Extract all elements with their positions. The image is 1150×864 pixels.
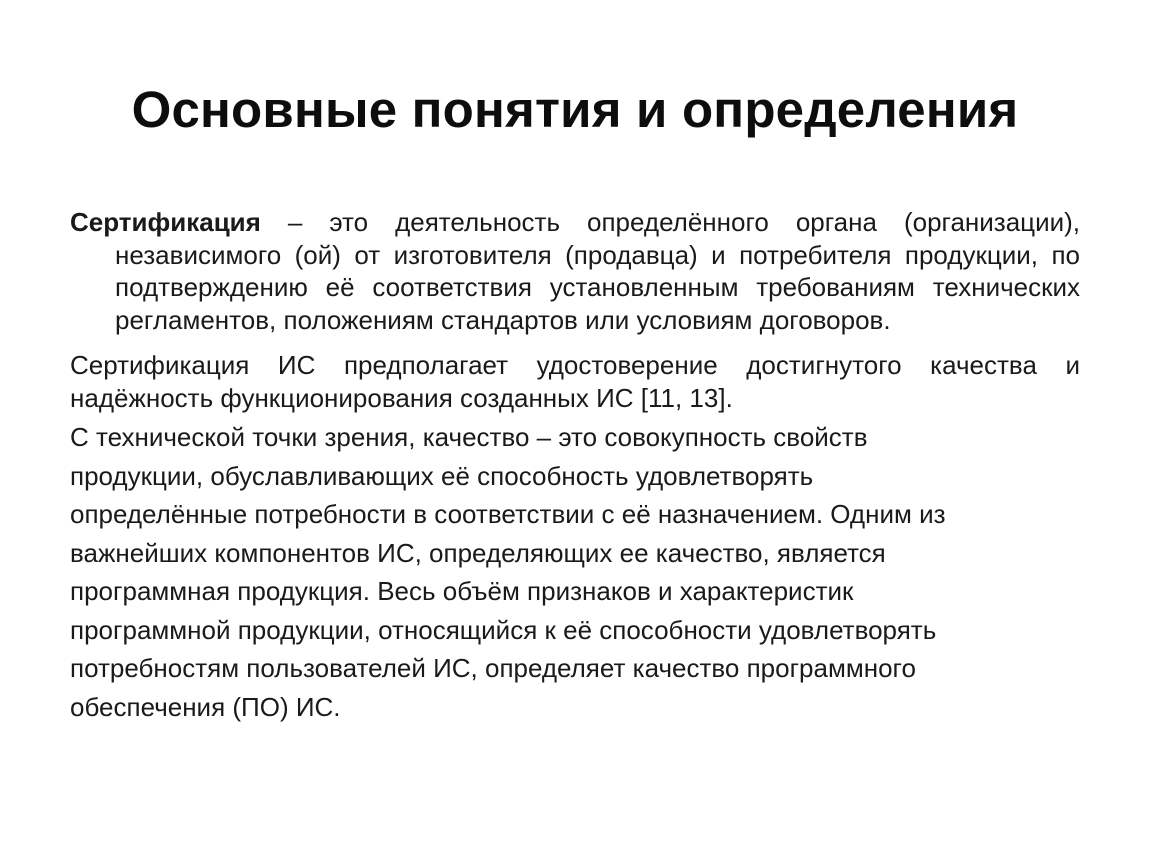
- definition-text: – это деятельность определённого органа (организации), независимого (ой) от изготовителя (продавца) и потребителя продукции, по подтверждению её соответствия установленным требованиям технических регламентов, положениям стандартов или условиям договоров.: [115, 207, 1080, 335]
- quality-paragraph: С технической точки зрения, качество – это совокупность свойств продукции, обуславливающих её способность удовлетворять определённые потребности в соответствии с её назначением. Одним из важнейших компонентов ИС, определяющих ее качество, является программная продукция. Весь объём признаков и характеристик программной продукции, относящийся к её способности удовлетворять потребностям пользователей ИС, определяет качество программного обеспечения (ПО) ИС.: [70, 422, 946, 722]
- definition-term: Сертификация: [70, 207, 261, 237]
- slide-title: Основные понятия и определения: [131, 81, 1019, 138]
- slide-body: [70, 206, 1080, 726]
- definition-paragraph: [70, 206, 1080, 336]
- certification-paragraph: Сертификация ИС предполагает удостоверение достигнутого качества и надёжность функционирования созданных ИС [11, 13].: [70, 350, 1080, 413]
